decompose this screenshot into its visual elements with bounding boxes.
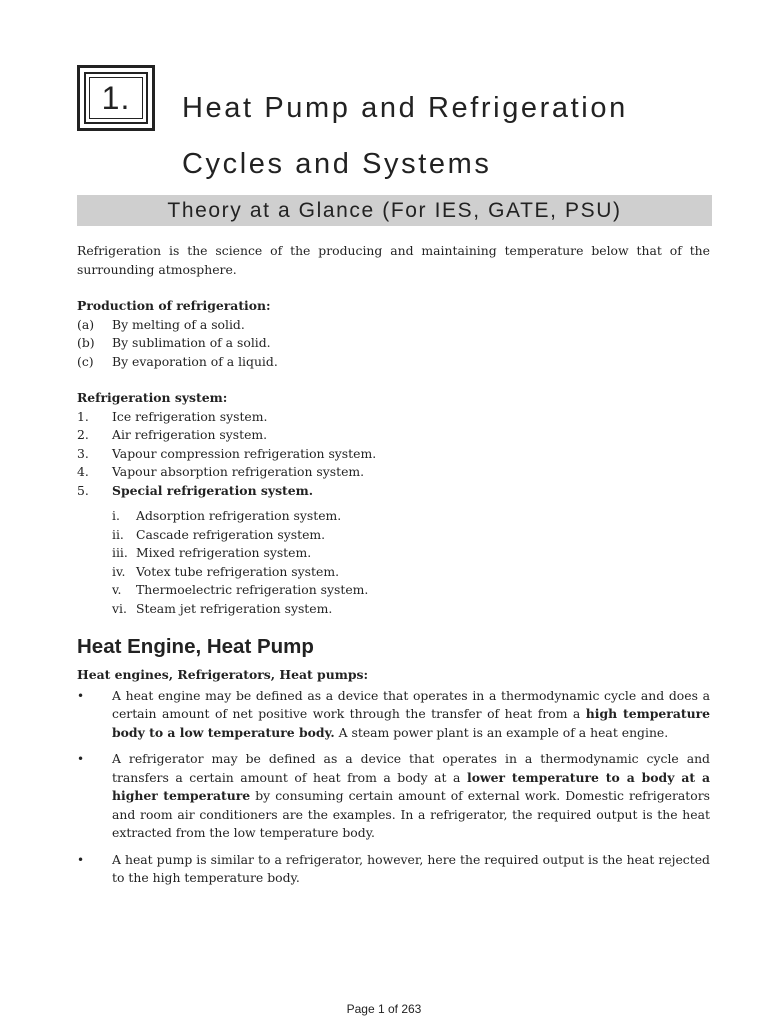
list-item [77, 445, 710, 464]
list-text: By evaporation of a liquid. [112, 353, 278, 369]
list-item [77, 750, 710, 843]
list-text: Votex tube refrigeration system. [136, 563, 340, 579]
text-run: A heat engine may be defined as a device that operates in a thermodynamic cycle and does a certain amount of net positive work through the transfer of heat from a [112, 687, 710, 721]
bullet-text [112, 750, 710, 843]
chapter-number: 1. [89, 77, 143, 119]
list-item [77, 408, 710, 427]
list-marker: 4. [77, 464, 89, 479]
definition-bullets [77, 687, 710, 888]
list-item [77, 851, 710, 888]
section-heading: Heat Engine, Heat Pump [77, 635, 314, 658]
list-text: Thermoelectric refrigeration system. [136, 582, 369, 597]
bullet-icon: • [77, 852, 85, 867]
list-item [77, 353, 710, 372]
list-item [77, 426, 710, 445]
list-item [77, 581, 710, 600]
bullet-icon: • [77, 688, 85, 703]
theory-glance-banner: Theory at a Glance (For IES, GATE, PSU) [77, 195, 712, 226]
list-marker: i. [112, 508, 120, 523]
chapter-title-line1: Heat Pump and Refrigeration [182, 92, 628, 124]
production-list [77, 316, 710, 372]
chapter-number-box [77, 65, 155, 131]
list-item [77, 316, 710, 335]
list-marker: vi. [112, 600, 127, 616]
list-marker: 1. [77, 408, 89, 424]
list-item [77, 600, 710, 619]
bullet-icon: • [77, 752, 85, 766]
subsection-heading: Heat engines, Refrigerators, Heat pumps: [77, 667, 369, 682]
list-text: Ice refrigeration system. [112, 408, 268, 424]
list-text: Vapour absorption refrigeration system. [112, 464, 365, 479]
page-content [77, 242, 710, 896]
list-marker: 5. [77, 482, 89, 498]
chapter-title-line2: Cycles and Systems [182, 148, 492, 180]
list-item [77, 687, 710, 743]
list-text: Vapour compression refrigeration system. [112, 445, 377, 461]
list-text: Air refrigeration system. [112, 427, 268, 442]
list-marker: iii. [112, 545, 128, 560]
systems-list [77, 408, 710, 501]
production-heading: Production of refrigeration: [77, 298, 271, 313]
list-marker: 3. [77, 445, 89, 461]
list-text: By melting of a solid. [112, 316, 245, 332]
list-text: Special refrigeration system. [112, 482, 314, 498]
list-item [77, 544, 710, 563]
text-run: A heat pump is similar to a refrigerator, however, here the required output is the heat rejected to the high temperature body. [112, 851, 710, 885]
text-run: A refrigerator may be defined as a device that operates in a thermodynamic cycle and transfers a certain amount of heat from a body at a [112, 751, 710, 785]
list-marker: (a) [77, 316, 95, 332]
list-marker: 2. [77, 427, 89, 442]
list-marker: ii. [112, 526, 124, 542]
list-item [77, 563, 710, 582]
chapter-number-frame [84, 72, 148, 124]
list-marker: v. [112, 582, 122, 597]
list-marker: (c) [77, 353, 94, 369]
bullet-text [112, 687, 710, 743]
intro-paragraph: Refrigeration is the science of the producing and maintaining temperature below that of the surrounding atmosphere. [77, 243, 710, 277]
list-item [77, 463, 710, 482]
text-run: by consuming certain amount of external work. Domestic refrigerators and room air conditioners are the examples. In a refrigerator, the required output is the heat extracted from the low temperature body. [112, 788, 710, 840]
list-text: Steam jet refrigeration system. [136, 600, 333, 616]
bullet-text [112, 851, 710, 888]
list-marker: iv. [112, 563, 126, 579]
list-text: By sublimation of a solid. [112, 335, 271, 350]
list-item [77, 507, 710, 526]
list-item [77, 482, 710, 501]
bold-text: lower temperature to a body at a higher temperature [112, 769, 711, 803]
bold-text: high temperature body to a low temperature body. [112, 706, 710, 740]
systems-heading: Refrigeration system: [77, 390, 228, 405]
list-marker: (b) [77, 335, 95, 350]
chapter-title [182, 80, 742, 192]
list-text: Mixed refrigeration system. [136, 545, 312, 560]
list-item [77, 526, 710, 545]
list-item [77, 334, 710, 353]
page-number-footer: Page 1 of 263 [346, 1002, 422, 1016]
special-systems-list [77, 507, 710, 618]
list-text: Cascade refrigeration system. [136, 526, 326, 542]
text-run: A steam power plant is an example of a heat engine. [334, 724, 669, 740]
list-text: Adsorption refrigeration system. [136, 508, 342, 523]
